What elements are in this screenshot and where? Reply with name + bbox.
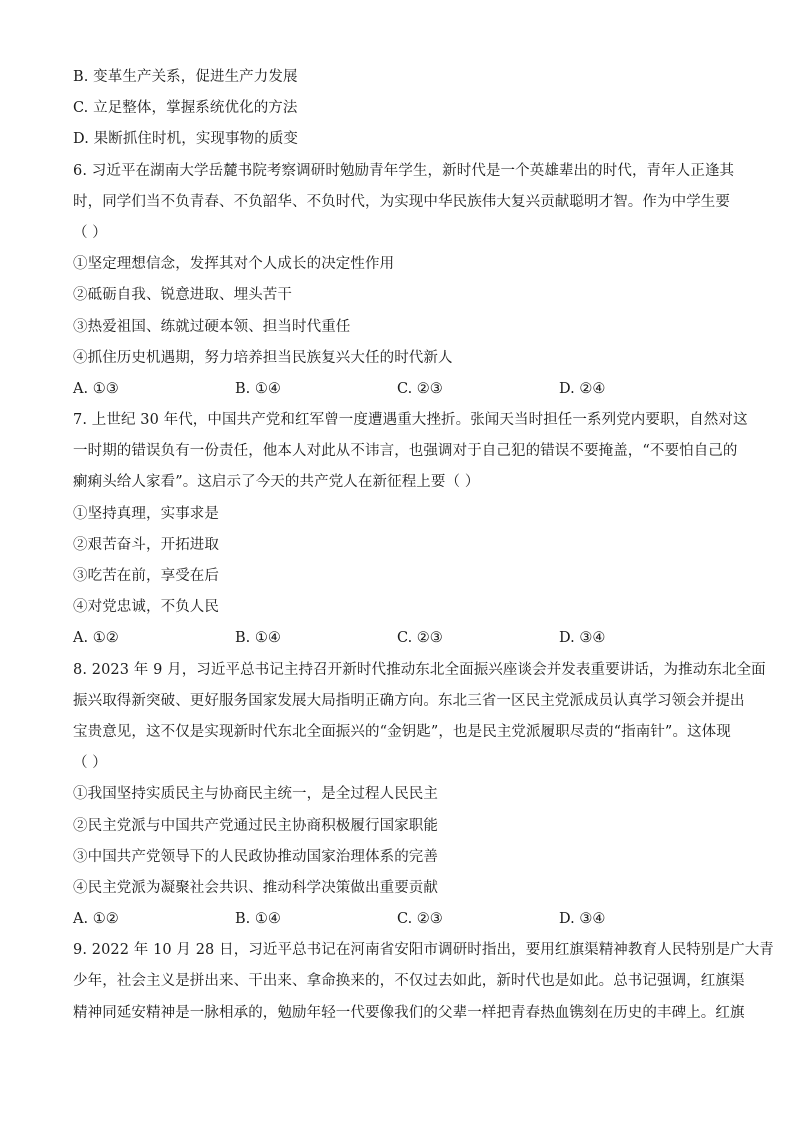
q8-stem-line: 宝贵意见，这不仅是实现新时代东北全面振兴的“金钥匙”，也是民主党派履职尽责的“指南针”。这体现	[73, 723, 731, 740]
q6-item: ①坚定理想信念，发挥其对个人成长的决定性作用	[73, 256, 395, 273]
q8-choice-b: B. ①④	[235, 911, 281, 928]
q6-stem-line: （ ）	[73, 224, 107, 241]
q5-option-c: C. 立足整体，掌握系统优化的方法	[73, 100, 298, 117]
q9-stem-line: 9. 2022 年 10 月 28 日，习近平总书记在河南省安阳市调研时指出，要用红旗渠精神教育人民特别是广大青	[73, 942, 774, 959]
q7-choices	[73, 623, 723, 654]
q7-choice-c: C. ②③	[397, 630, 443, 647]
q7-stem-line: 7. 上世纪 30 年代，中国共产党和红军曾一度遭遇重大挫折。张闻天当时担任一系列党内要职，自然对这	[73, 412, 748, 429]
q8-stem-line: （ ）	[73, 755, 107, 772]
q8-stem-line: 振兴取得新突破、更好服务国家发展大局指明正确方向。东北三省一区民主党派成员认真学习领会并提出	[73, 692, 745, 709]
q6-stem-line: 6. 习近平在湖南大学岳麓书院考察调研时勉励青年学生，新时代是一个英雄辈出的时代，青年人正逢其	[73, 162, 735, 179]
q7-item: ④对党忠诚，不负人民	[73, 599, 219, 616]
q7-choice-a: A. ①②	[73, 630, 119, 647]
q6-choices	[73, 374, 723, 405]
q7-stem-line: 一时期的错误负有一份责任，他本人对此从不讳言，也强调对于自己犯的错误不要掩盖，“不要怕自己的	[73, 443, 738, 460]
q5-option-d: D. 果断抓住时机，实现事物的质变	[73, 131, 299, 148]
q7-choice-b: B. ①④	[235, 630, 281, 647]
q6-item: ③热爱祖国、练就过硬本领、担当时代重任	[73, 318, 351, 335]
q8-choices	[73, 904, 723, 935]
q8-item: ③中国共产党领导下的人民政协推动国家治理体系的完善	[73, 848, 438, 865]
q6-choice-b: B. ①④	[235, 380, 281, 397]
q7-item: ③吃苦在前，享受在后	[73, 568, 219, 584]
q8-choice-d: D. ③④	[559, 911, 606, 928]
exam-page	[73, 62, 774, 1029]
q5-option-b: B. 变革生产关系，促进生产力发展	[73, 69, 298, 85]
q8-stem-line: 8. 2023 年 9 月，习近平总书记主持召开新时代推动东北全面振兴座谈会并发表重要讲话，为推动东北全面	[73, 661, 766, 678]
q8-item: ②民主党派与中国共产党通过民主协商积极履行国家职能	[73, 817, 438, 834]
q6-choice-a: A. ①③	[73, 380, 119, 397]
q8-item: ④民主党派为凝聚社会共识、推动科学决策做出重要贡献	[73, 879, 438, 896]
q7-stem-line: 瘌痢头给人家看”。这启示了今天的共产党人在新征程上要（ ）	[73, 474, 480, 491]
q8-item: ①我国坚持实质民主与协商民主统一，是全过程人民民主	[73, 786, 438, 803]
q6-choice-c: C. ②③	[397, 380, 443, 397]
q6-item: ④抓住历史机遇期，努力培养担当民族复兴大任的时代新人	[73, 349, 453, 366]
q7-choice-d: D. ③④	[559, 630, 606, 647]
q9-stem-line: 精神同延安精神是一脉相承的，勉励年轻一代要像我们的父辈一样把青春热血镌刻在历史的丰碑上。红旗	[73, 1004, 745, 1021]
q7-item: ②艰苦奋斗，开拓进取	[73, 536, 219, 553]
q8-choice-a: A. ①②	[73, 911, 119, 928]
q6-item: ②砥砺自我、锐意进取、埋头苦干	[73, 287, 292, 304]
q8-choice-c: C. ②③	[397, 911, 443, 928]
q9-stem-line: 少年，社会主义是拼出来、干出来、拿命换来的，不仅过去如此，新时代也是如此。总书记强调，红旗渠	[73, 973, 745, 990]
q6-stem-line: 时，同学们当不负青春、不负韶华、不负时代，为实现中华民族伟大复兴贡献聪明才智。作为中学生要	[73, 193, 730, 210]
q7-item: ①坚持真理，实事求是	[73, 505, 219, 522]
q6-choice-d: D. ②④	[559, 380, 606, 397]
